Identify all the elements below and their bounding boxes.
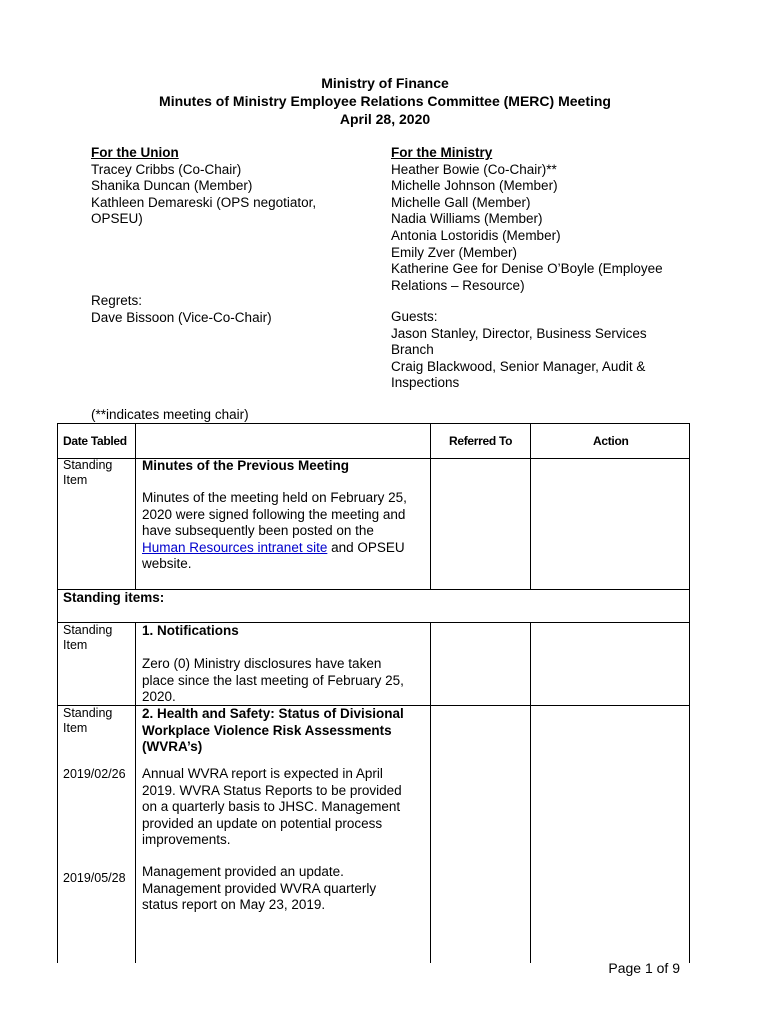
union-member: Kathleen Demareski (OPS negotiator, bbox=[91, 194, 317, 210]
body-line: Minutes of the meeting held on February 25, bbox=[142, 490, 407, 505]
table-rule bbox=[530, 622, 531, 963]
item-title: 1. Notifications bbox=[142, 623, 239, 638]
ministry-member: Katherine Gee for Denise O’Boyle (Employee bbox=[391, 261, 663, 277]
union-attendees bbox=[91, 145, 316, 228]
table-rule bbox=[135, 423, 136, 589]
ministry-title: Ministry of Finance bbox=[321, 75, 449, 91]
row-date bbox=[63, 458, 112, 488]
page-number: Page 1 of 9 bbox=[608, 960, 680, 976]
item-body bbox=[142, 656, 404, 706]
section-standing-items: Standing items: bbox=[63, 590, 165, 605]
date-text: Standing bbox=[63, 623, 113, 637]
title-line: (WVRA’s) bbox=[142, 739, 203, 755]
item-title bbox=[142, 706, 404, 756]
body-line: website. bbox=[142, 556, 192, 572]
ministry-member: Relations – Resource) bbox=[391, 277, 525, 293]
body-line: 2019. WVRA Status Reports to be provided bbox=[142, 782, 402, 798]
union-regrets bbox=[91, 293, 272, 326]
ministry-member: Antonia Lostoridis (Member) bbox=[391, 227, 561, 243]
col-header-date: Date Tabled bbox=[63, 434, 127, 448]
body-line: status report on May 23, 2019. bbox=[142, 897, 326, 913]
body-line: improvements. bbox=[142, 832, 231, 848]
date-text: Item bbox=[63, 473, 88, 487]
item-body bbox=[142, 766, 402, 849]
guest-line: Jason Stanley, Director, Business Services bbox=[391, 325, 647, 341]
body-line bbox=[142, 540, 407, 557]
body-line: place since the last meeting of February 25, bbox=[142, 672, 404, 688]
row-date bbox=[63, 706, 112, 736]
date-text: Standing bbox=[63, 706, 113, 720]
body-line: 2020 were signed following the meeting and bbox=[142, 506, 406, 522]
union-heading: For the Union bbox=[91, 145, 179, 160]
entry-date: 2019/05/28 bbox=[63, 871, 126, 885]
body-line: Management provided an update. bbox=[142, 864, 344, 879]
body-text: and OPSEU bbox=[327, 539, 405, 555]
ministry-member: Michelle Gall (Member) bbox=[391, 194, 531, 210]
union-member: Shanika Duncan (Member) bbox=[91, 178, 253, 194]
ministry-member: Michelle Johnson (Member) bbox=[391, 178, 558, 194]
meeting-title: Minutes of Ministry Employee Relations Committee (MERC) Meeting bbox=[159, 93, 611, 109]
entry-date: 2019/02/26 bbox=[63, 767, 126, 781]
guests bbox=[391, 309, 647, 392]
table-rule bbox=[430, 423, 431, 589]
body-line: Zero (0) Ministry disclosures have taken bbox=[142, 656, 382, 671]
ministry-heading: For the Ministry bbox=[391, 145, 493, 160]
row-date bbox=[63, 623, 112, 653]
ministry-attendees bbox=[391, 145, 663, 294]
chair-note: (**indicates meeting chair) bbox=[91, 407, 249, 422]
body-line: Management provided WVRA quarterly bbox=[142, 880, 377, 896]
col-header-referred: Referred To bbox=[449, 434, 513, 448]
guests-label: Guests: bbox=[391, 309, 438, 324]
title-line: Workplace Violence Risk Assessments bbox=[142, 722, 392, 738]
col-header-action: Action bbox=[593, 434, 629, 448]
guest-line: Craig Blackwood, Senior Manager, Audit & bbox=[391, 358, 646, 374]
hr-intranet-link[interactable]: Human Resources intranet site bbox=[142, 539, 328, 555]
table-rule bbox=[57, 423, 58, 963]
ministry-member: Heather Bowie (Co-Chair)** bbox=[391, 161, 557, 177]
date-text: Item bbox=[63, 638, 88, 652]
ministry-member: Nadia Williams (Member) bbox=[391, 211, 543, 227]
union-member: OPSEU) bbox=[91, 211, 143, 227]
item-body bbox=[142, 864, 376, 914]
item-title: Minutes of the Previous Meeting bbox=[142, 458, 350, 473]
table-rule bbox=[530, 423, 531, 589]
table-rule bbox=[135, 622, 136, 963]
guest-line: Inspections bbox=[391, 375, 460, 391]
regrets-label: Regrets: bbox=[91, 293, 143, 308]
table-rule bbox=[689, 423, 690, 963]
ministry-member: Emily Zver (Member) bbox=[391, 244, 518, 260]
date-text: Standing bbox=[63, 458, 113, 472]
table-rule bbox=[57, 423, 690, 424]
item-body bbox=[142, 490, 407, 573]
union-member: Tracey Cribbs (Co-Chair) bbox=[91, 161, 242, 177]
guest-line: Branch bbox=[391, 342, 434, 358]
minutes-table bbox=[57, 423, 690, 963]
table-rule bbox=[430, 622, 431, 963]
body-line: Annual WVRA report is expected in April bbox=[142, 766, 383, 781]
document-header bbox=[0, 74, 770, 128]
title-line: 2. Health and Safety: Status of Divisional bbox=[142, 706, 404, 721]
body-line: 2020. bbox=[142, 689, 176, 705]
date-text: Item bbox=[63, 721, 88, 735]
body-line: provided an update on potential process bbox=[142, 815, 383, 831]
body-line: on a quarterly basis to JHSC. Management bbox=[142, 799, 401, 815]
body-line: have subsequently been posted on the bbox=[142, 523, 374, 539]
regrets-name: Dave Bissoon (Vice-Co-Chair) bbox=[91, 309, 272, 325]
meeting-date: April 28, 2020 bbox=[339, 111, 431, 127]
